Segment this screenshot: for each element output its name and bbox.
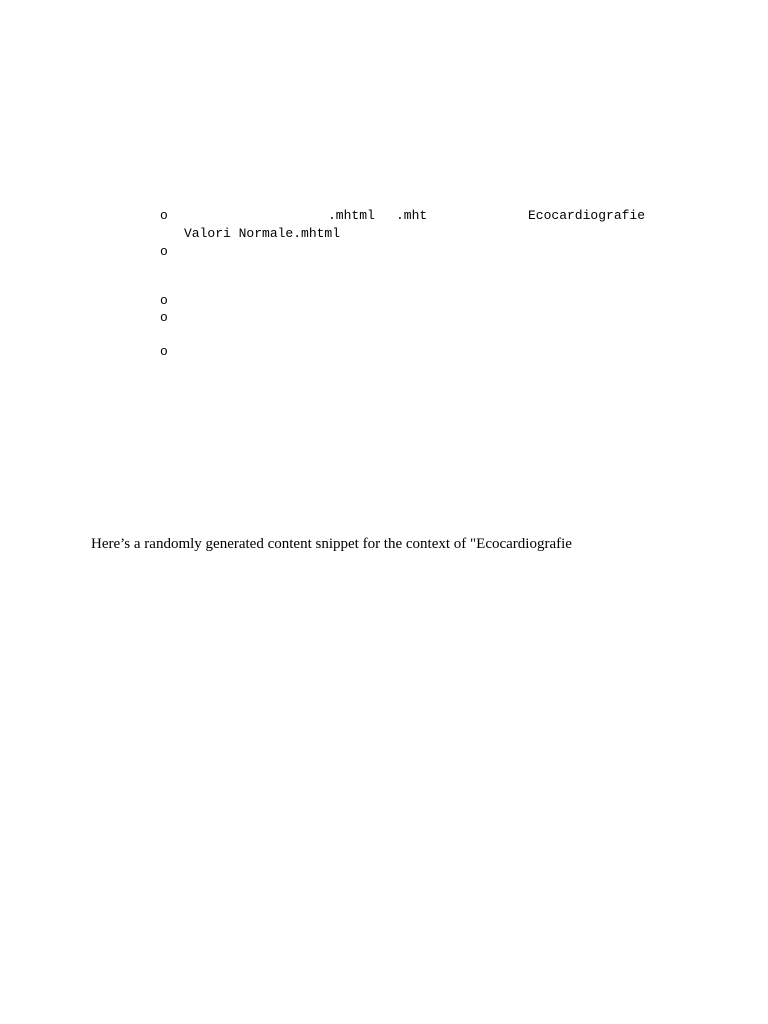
file-extension-mht: .mht [396, 208, 428, 223]
file-extension-mhtml: .mhtml [328, 208, 375, 223]
file-name-line: Valori Normale.mhtml [184, 226, 341, 241]
list-bullet: o [160, 344, 168, 359]
list-bullet: o [160, 208, 168, 223]
list-bullet: o [160, 293, 168, 308]
list-bullet: o [160, 310, 168, 325]
file-title-word: Ecocardiografie [528, 208, 646, 223]
body-paragraph: Here’s a randomly generated content snippet for the context of "Ecocardiografie [91, 536, 572, 552]
list-bullet: o [160, 244, 168, 259]
